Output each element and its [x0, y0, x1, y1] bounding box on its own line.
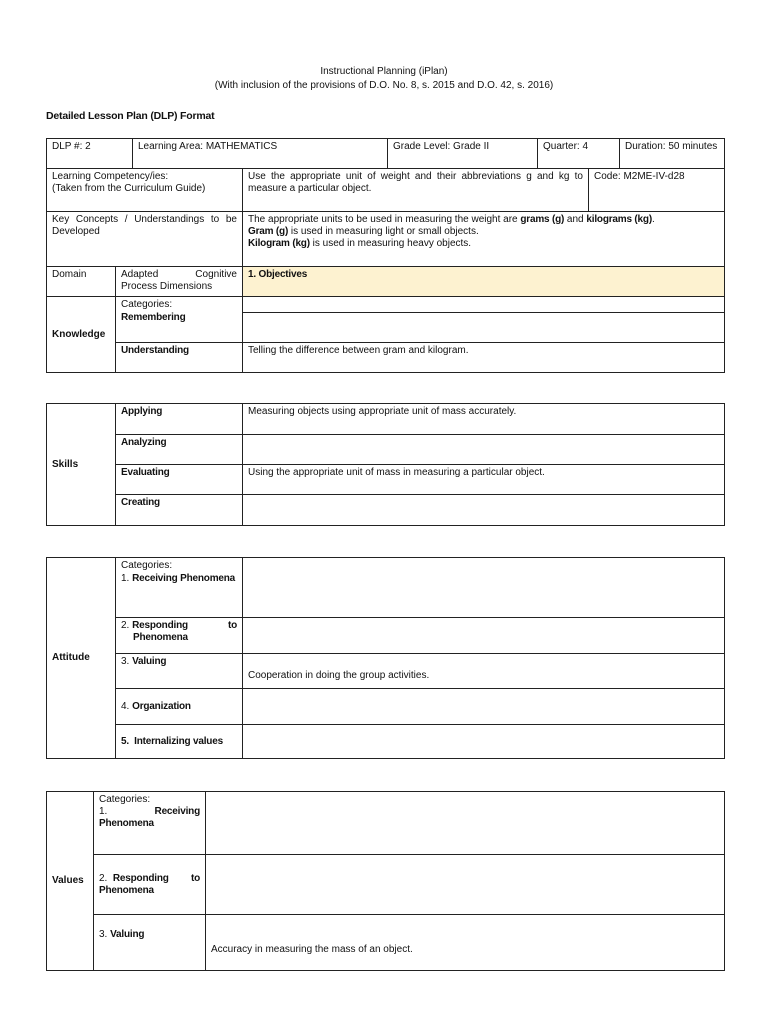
understanding-label: Understanding [116, 343, 243, 373]
key-concept-line-2: Gram (g) is used in measuring light or small objects. [248, 226, 479, 237]
values-category-receiving [94, 792, 206, 855]
duration: Duration: 50 minutes [620, 139, 725, 169]
understanding-text: Telling the difference between gram and kilogram. [243, 343, 725, 373]
remembering-category [116, 297, 243, 343]
header-row-table [46, 138, 725, 169]
skills-category-evaluating: Evaluating [116, 465, 243, 495]
attitude-responding-line: 2. Responding to [121, 620, 237, 631]
categories-label: Categories: [99, 794, 151, 805]
dlp-number: DLP #: 2 [47, 139, 133, 169]
skills-table [46, 403, 725, 526]
skills-category-analyzing: Analyzing [116, 435, 243, 465]
values-text-receiving [206, 792, 725, 855]
values-receiving-line2: Phenomena [99, 818, 154, 829]
skills-text-evaluating: Using the appropriate unit of mass in measuring a particular object. [243, 465, 725, 495]
knowledge-domain: Knowledge [47, 297, 116, 373]
skills-category-creating: Creating [116, 495, 243, 526]
attitude-category-responding [116, 618, 243, 654]
attitude-category-internalizing: 5. Internalizing values [116, 725, 243, 759]
attitude-text-receiving [243, 558, 725, 618]
key-concepts-table [46, 211, 725, 267]
attitude-table [46, 557, 725, 759]
attitude-text-internalizing [243, 725, 725, 759]
document-title: Instructional Planning (iPlan) [320, 66, 448, 77]
values-table [46, 791, 725, 971]
values-responding-line2: Phenomena [99, 884, 154, 896]
grade-level: Grade Level: Grade II [388, 139, 538, 169]
competency-label-line2: (Taken from the Curriculum Guide) [52, 183, 206, 194]
attitude-category-organization: 4. Organization [116, 689, 243, 725]
attitude-text-responding [243, 618, 725, 654]
competency-text: Use the appropriate unit of weight and their abbreviations g and kg to measure a particular object. [243, 169, 589, 212]
key-concepts-label: Key Concepts / Understandings to be Developed [47, 212, 243, 267]
attitude-text-organization [243, 689, 725, 725]
domain-header: Domain [47, 267, 116, 297]
objectives-header: 1. Objectives [243, 267, 725, 297]
key-concept-line-3: Kilogram (kg) is used in measuring heavy objects. [248, 238, 472, 249]
remembering-text [243, 297, 725, 343]
skills-text-applying: Measuring objects using appropriate unit of mass accurately. [243, 404, 725, 435]
skills-text-creating [243, 495, 725, 526]
values-text-valuing: Accuracy in measuring the mass of an object. [206, 915, 725, 971]
format-title: Detailed Lesson Plan (DLP) Format [46, 110, 215, 122]
values-responding-line: 2. Responding to [99, 872, 200, 884]
categories-label: Categories: [121, 299, 173, 310]
key-concepts-text [243, 212, 725, 267]
skills-category-applying: Applying [116, 404, 243, 435]
values-domain: Values [47, 792, 94, 971]
lesson-plan-top [46, 138, 724, 374]
values-receiving-line: 1. Receiving [99, 806, 200, 817]
attitude-category-valuing: 3. Valuing [116, 654, 243, 689]
skills-text-analyzing [243, 435, 725, 465]
values-text-responding [206, 855, 725, 915]
attitude-responding-line2: Phenomena [133, 632, 188, 643]
competency-row-table [46, 168, 725, 212]
competency-label-line1: Learning Competency/ies: [52, 171, 169, 182]
categories-label: Categories: [121, 560, 173, 571]
attitude-receiving-label: 1. Receiving Phenomena [121, 573, 236, 584]
adapted-header: Adapted Cognitive Process Dimensions [116, 267, 243, 297]
skills-domain: Skills [47, 404, 116, 526]
document-subtitle: (With inclusion of the provisions of D.O. No. 8, s. 2015 and D.O. 42, s. 2016) [214, 80, 554, 91]
attitude-text-valuing: Cooperation in doing the group activities. [243, 654, 725, 689]
attitude-category-receiving [116, 558, 243, 618]
competency-code: Code: M2ME-IV-d28 [589, 169, 725, 212]
values-category-responding [94, 855, 206, 915]
quarter: Quarter: 4 [538, 139, 620, 169]
remembering-label: Remembering [121, 312, 186, 323]
values-category-valuing: 3. Valuing [94, 915, 206, 971]
attitude-domain: Attitude [47, 558, 116, 759]
knowledge-table [46, 266, 725, 373]
competency-label [47, 169, 243, 212]
learning-area: Learning Area: MATHEMATICS [133, 139, 388, 169]
key-concept-line-1: The appropriate units to be used in measuring the weight are grams (g) and kilograms (kg). [248, 214, 655, 225]
